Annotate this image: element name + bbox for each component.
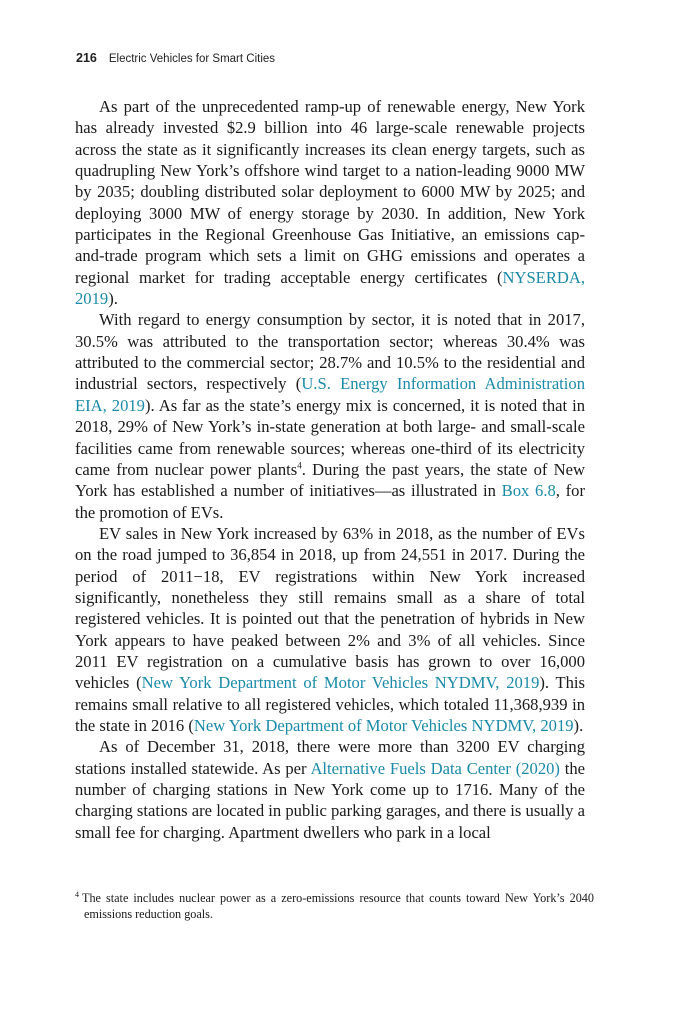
text-run: ). [108,289,118,309]
page-number: 216 [76,51,97,65]
footnote [75,890,594,922]
footnote-marker[interactable]: 4 [297,460,302,471]
running-title: Electric Vehicles for Smart Cities [108,53,276,65]
text-run: As part of the unprecedented ramp-up of renewable energy, New York has already invested $2.9 billion into 46 large-scale renewable projects across the state as it significantly increases its clean energy targets, such as quadrupling New York’s offshore wind target to a nation-leading 9000 MW by 2035; doubling distributed solar deployment to 6000 MW by 2025; and deploying 3000 MW of energy storage by 2030. In addition, New York participates in the Regional Greenhouse Gas Initiative, an emissions cap-and-trade program which sets a limit on GHG emissions and operates a regional market for trading acceptable energy certificates ( [75,97,585,287]
footnote-number: 4 [75,889,79,899]
text-run: As of December 31, 2018, there were more than 3200 EV charging stations installed statewide. As per [75,737,585,778]
paragraph-charging-stations [75,736,585,843]
paragraph-renewable-investment [75,96,585,309]
footnote-text: The state includes nuclear power as a zero-emissions resource that counts toward New York’s 2040 emissions reduction goals. [82,891,594,921]
citation-link-eia[interactable]: U.S. Energy Information Administration EIA, 2019 [75,374,585,415]
text-run: ). As far as the state’s energy mix is concerned, it is noted that in 2018, 29% of New York’s in-state generation at both large- and small-scale facilities came from renewable sources; whereas one-third of its electricity came from nuclear power plants [75,395,585,479]
box-link[interactable]: Box 6.8 [501,481,556,501]
text-run: EV sales in New York increased by 63% in 2018, as the number of EVs on the road jumped to 36,854 in 2018, up from 24,551 in 2017. During the period of 2011−18, EV registrations within New York increased significantly, nonetheless they still remains small as a share of total registered vehicles. It is pointed out that the penetration of hybrids in New York appears to have peaked between 2% and 3% of all vehicles. Since 2011 EV registration on a cumulative basis has grown to over 16,000 vehicles ( [75,523,585,693]
text-run: . During the past years, the state of New York has established a number of initiatives—as illustrated in [75,459,585,501]
text-run: , for the promotion of EVs. [75,481,585,522]
running-header [76,51,596,65]
citation-link-afdc[interactable]: Alternative Fuels Data Center (2020) [310,758,560,778]
citation-link-nydmv[interactable]: New York Department of Motor Vehicles NYDMV, 2019 [141,673,540,693]
text-run: ). This remains small relative to all registered vehicles, which totaled 11,368,939 in the state in 2016 ( [75,673,586,735]
text-run: the number of charging stations in New York come up to 1716. Many of the charging stations are located in public parking garages, and there is usually a small fee for charging. Apartment dwellers who park in a local [75,758,586,842]
body-text [75,96,585,843]
citation-link-nydmv[interactable]: New York Department of Motor Vehicles NYDMV, 2019 [193,715,574,735]
text-run: With regard to energy consumption by sector, it is noted that in 2017, 30.5% was attributed to the transportation sector; whereas 30.4% was attributed to the commercial sector; 28.7% and 10.5% to the residential and industrial sectors, respectively ( [75,310,585,394]
paragraph-energy-consumption [75,309,585,522]
paragraph-ev-sales [75,523,585,736]
citation-link-nyserda[interactable]: NYSERDA, 2019 [75,267,585,309]
text-run: ). [573,715,584,735]
